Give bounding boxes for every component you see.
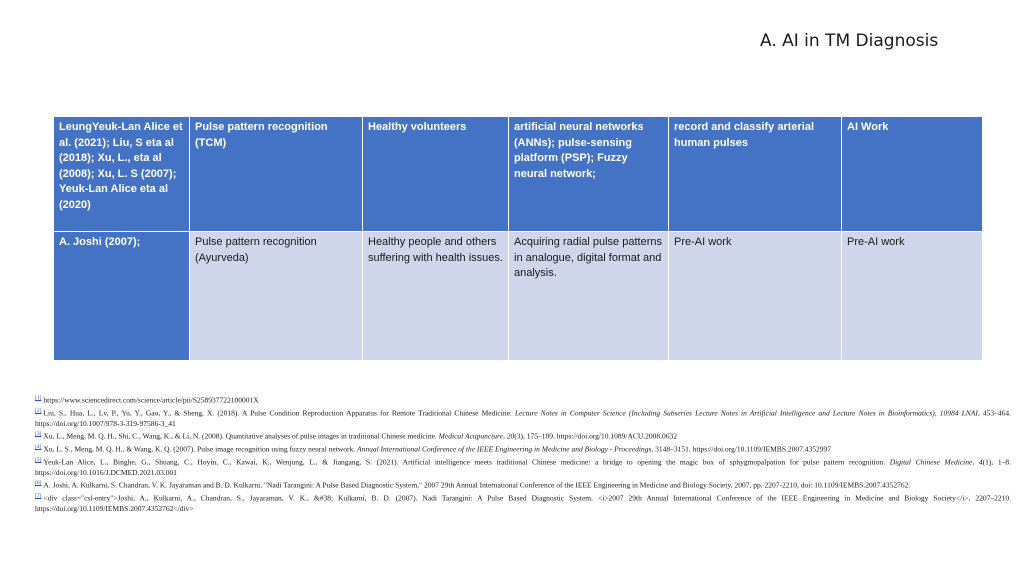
- reference-italic: Annual International Conference of the IEEE Engineering in Medicine and Biology - Proceedings: [357, 444, 652, 454]
- reference-italic: Medical Acupuncture, 20: [438, 431, 515, 441]
- reference-text: Xu, L., Meng, M. Q. H., Shi, C., Wang, K., & Li, N. (2008). Quantitative analyses of pulse images in traditional Chinese medicine.: [43, 431, 439, 441]
- reference-item: [35, 442, 1011, 455]
- table-cell-focus: Pulse pattern recognition (Ayurveda): [190, 232, 363, 361]
- reference-item: [35, 393, 1011, 406]
- reference-italic: Digital Chinese Medicine, 4: [889, 457, 983, 467]
- footnote-link[interactable]: [2]: [35, 407, 42, 414]
- table-cell-authors: LeungYeuk-Lan Alice et al. (2021); Liu, S eta al (2018); Xu, L., eta al (2008); Xu, L. S (2007); Yeuk-Lan Alice eta al (2020): [54, 117, 190, 232]
- reference-item: [35, 455, 1011, 478]
- reference-text: https://www.sciencedirect.com/science/article/pii/S258937722100001X: [43, 395, 259, 405]
- table-cell-subjects: Healthy volunteers: [363, 117, 509, 232]
- reference-item: [35, 478, 1011, 491]
- reference-text: Liu, S., Hua, L., Lv, P., Yu, Y., Gao, Y., & Sheng, X. (2018). A Pulse Condition Reproduction Apparatus for Remote Traditional Chinese Medicine.: [43, 408, 515, 418]
- table-cell-purpose: record and classify arterial human pulses: [669, 117, 842, 232]
- reference-tail: (1), 1–8. https://doi.org/10.1016/J.DCMED.2021.03.001: [35, 457, 1011, 477]
- reference-text: Yeuk-Lan Alice, L., Binghe, G., Shuang, C., Hoyin, C., Kawai, K., Wenjung, L., & Jiangang, S. (2021). Artificial intelligence meets traditional Chinese medicine: a bridge to opening the magic box of sphygmopalpation for pulse pattern recognition.: [43, 457, 890, 467]
- footnote-link[interactable]: [4]: [35, 444, 42, 451]
- reference-tail: , 3148–3151. https://doi.org/10.1109/IEMBS.2007.4352997: [651, 444, 831, 454]
- reference-text: A. Joshi, A. Kulkarni, S. Chandran, V. K. Jayaraman and B. D. Kulkarni, "Nadi Tarangini: A Pulse Based Diagnostic System," 2007 29th Annual International Conference of the IEEE Engineering in Medicine and Biology Society, 2007, pp. 2207-2210, doi: 10.1109/IEMBS.2007.4352762.: [43, 480, 911, 490]
- table-cell-subjects: Healthy people and others suffering with health issues.: [363, 232, 509, 361]
- reference-item: [35, 429, 1011, 442]
- table-cell-method: Acquiring radial pulse patterns in analogue, digital format and analysis.: [509, 232, 669, 361]
- reference-italic: Lecture Notes in Computer Science (Including Subseries Lecture Notes in Artificial Intelligence and Lecture Notes in Bioinformatics), 10984 LNAI: [514, 408, 978, 418]
- table-cell-purpose: Pre-AI work: [669, 232, 842, 361]
- footnote-link[interactable]: [6]: [35, 480, 42, 487]
- reference-text: Xu, L. S., Meng, M. Q. H., & Wang, K. Q. (2007). Pulse image recognition using fuzzy neural network.: [43, 444, 358, 454]
- comparison-table: [53, 116, 983, 361]
- table-cell-category: AI Work: [842, 117, 983, 232]
- reference-text: <div class="csl-entry">Joshi, A., Kulkarni, A., Chandran, S., Jayaraman, V. K., &#38; Kulkarni, B. D. (2007). Nadi Tarangini: A Pulse Based Diagnostic System. <i>2007 29th Annual International Conference of the IEEE Engineering in Medicine and Biology Society</i>, 2207–2210. https://doi.org/10.1109/IEMBS.2007.4352762</div>: [35, 493, 1011, 514]
- table-row: [54, 117, 983, 232]
- table-cell-method: artificial neural networks (ANNs); pulse-sensing platform (PSP); Fuzzy neural network;: [509, 117, 669, 232]
- table-row: [54, 232, 983, 361]
- reference-item: [35, 406, 1011, 429]
- table-cell-focus: Pulse pattern recognition (TCM): [190, 117, 363, 232]
- table-cell-authors: A. Joshi (2007);: [54, 232, 190, 361]
- footnote-link[interactable]: [3]: [35, 431, 42, 438]
- reference-tail: (3), 175–189. https://doi.org/10.1089/ACU.2008.0632: [514, 431, 678, 441]
- references-list: [35, 393, 1011, 515]
- reference-tail: , 453–464. https://doi.org/10.1007/978-3-319-97586-3_41: [35, 408, 1011, 428]
- footnote-link[interactable]: [5]: [35, 457, 42, 464]
- table-cell-category: Pre-AI work: [842, 232, 983, 361]
- slide-title: A. AI in TM Diagnosis: [760, 31, 939, 51]
- footnote-link[interactable]: [7]: [35, 493, 42, 500]
- reference-item: [35, 491, 1011, 514]
- footnote-link[interactable]: [1]: [35, 395, 42, 401]
